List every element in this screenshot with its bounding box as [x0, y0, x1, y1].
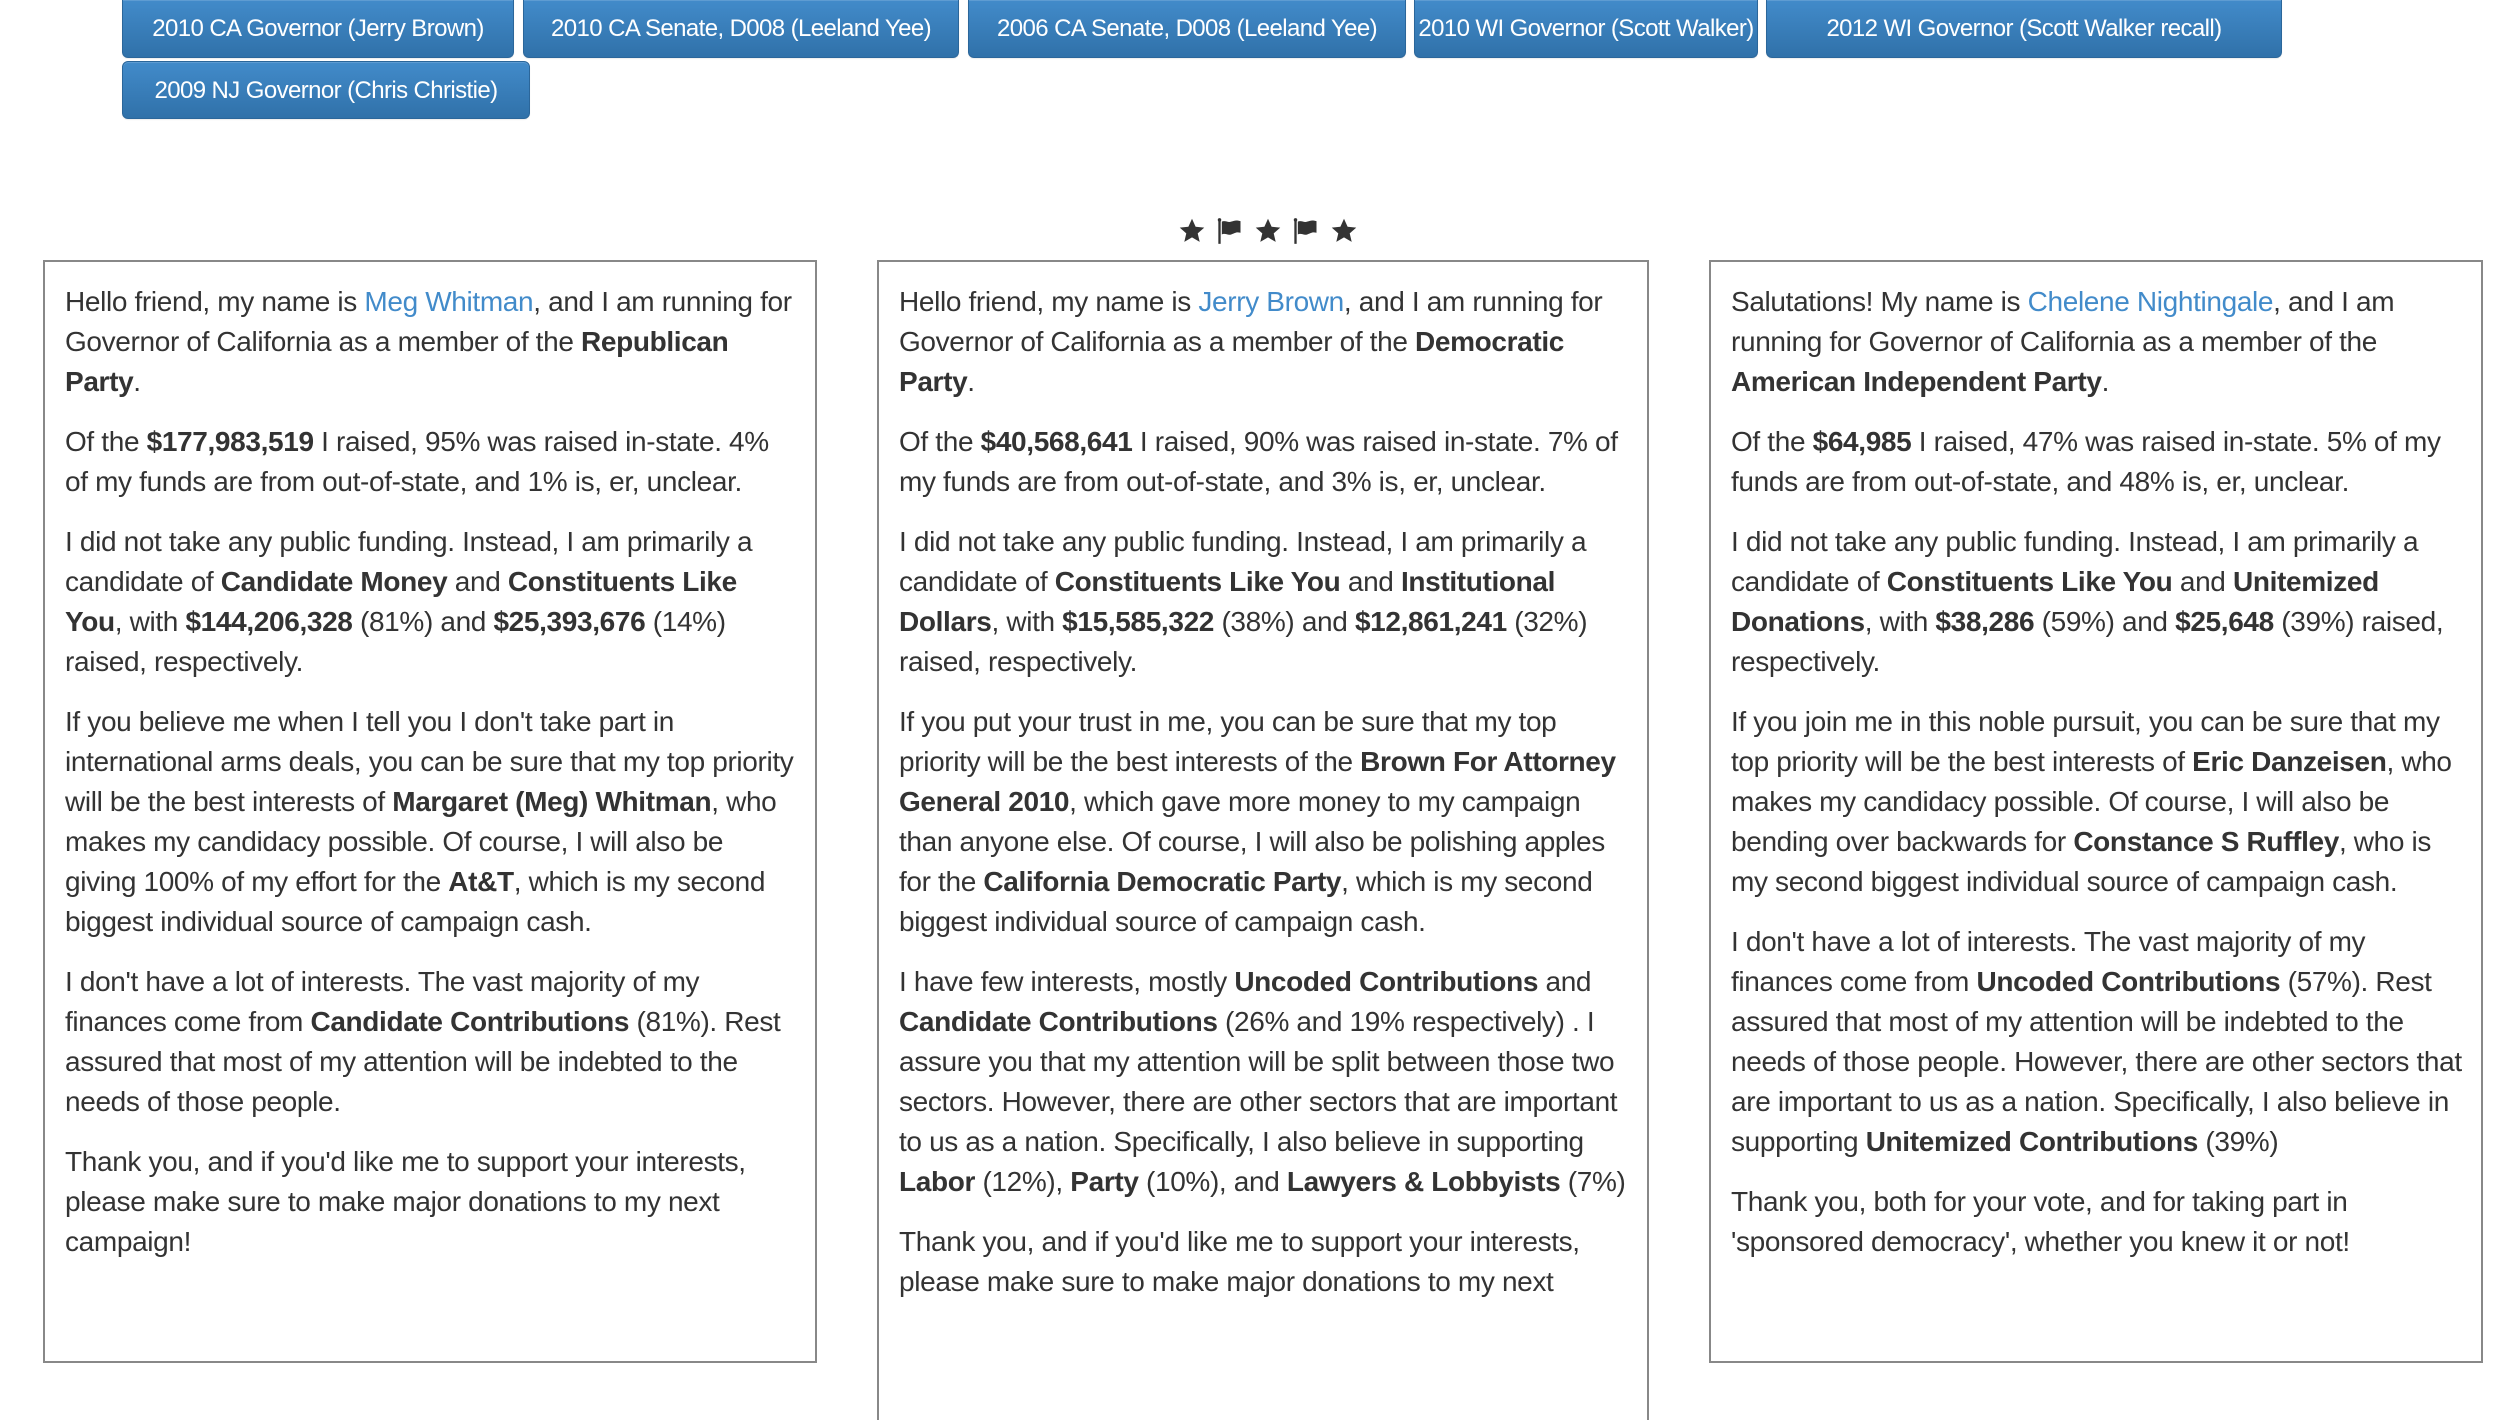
intro-text: , and I am running for Governor of California as a member of the — [1731, 286, 2395, 357]
candidate-name-link[interactable]: Chelene Nightingale — [2027, 286, 2274, 317]
flag-icon — [1292, 217, 1320, 245]
pct-1: (59%) and — [2034, 606, 2176, 637]
sector-1: Uncoded Contributions — [1976, 966, 2281, 997]
sector-1: Uncoded Contributions — [1234, 966, 1539, 997]
sector-pre: I don't have a lot of interests. The vast majority of my finances come from — [65, 966, 700, 1037]
intro-end: . — [2101, 366, 2109, 397]
intro-text: , and I am running for Governor of California as a member of the — [65, 286, 792, 357]
sector-3-pct: (12%), — [975, 1166, 1071, 1197]
sector-mid: (26% and 19% respectively) . I assure you that my attention will be split between those two sectors. However, there are other sectors that are important to us as a nation. Specifically, I also believe in supporting — [899, 1006, 1618, 1157]
and-text: and — [447, 566, 508, 597]
candidate-name-link[interactable]: Jerry Brown — [1198, 286, 1344, 317]
race-button-2010-wi-governor[interactable]: 2010 WI Governor (Scott Walker) — [1414, 0, 1758, 58]
and-text: and — [2172, 566, 2233, 597]
sector-2: Unitemized Contributions — [1865, 1126, 2198, 1157]
race-button-2010-ca-senate[interactable]: 2010 CA Senate, D008 (Leeland Yee) — [523, 0, 959, 58]
donors-paragraph — [899, 702, 1629, 942]
party-name: Republican Party — [65, 326, 729, 397]
with-text: , with — [114, 606, 186, 637]
race-button-2006-ca-senate[interactable]: 2006 CA Senate, D008 (Leeland Yee) — [968, 0, 1406, 58]
sources-paragraph — [65, 522, 797, 682]
public-pre: I did not take any public funding. Instead, I am primarily a candidate of — [65, 526, 753, 597]
sector-2: Candidate Contributions — [899, 1006, 1218, 1037]
second-donor: California Democratic Party — [983, 866, 1342, 897]
public-pre: I did not take any public funding. Instead, I am primarily a candidate of — [899, 526, 1587, 597]
sector-pre: I don't have a lot of interests. The vast majority of my finances come from — [1731, 926, 2366, 997]
candidate-panel-jerry-brown — [877, 260, 1649, 1420]
donor-mid: , who makes my candidacy possible. Of course, I will also be giving 100% of my effort for the — [65, 786, 777, 897]
closing-paragraph: Thank you, and if you'd like me to support your interests, please make sure to make major donations to my next — [899, 1226, 1580, 1297]
sector-pre: I have few interests, mostly — [899, 966, 1235, 997]
donor-pre: If you believe me when I tell you I don't take part in international arms deals, you can be sure that my top priority will be the best interests of — [65, 706, 794, 817]
funds-breakdown: I raised, 90% was raised in-state. 7% of my funds are from out-of-state, and 3% is, er, unclear. — [899, 426, 1618, 497]
source-1: Constituents Like You — [1054, 566, 1341, 597]
amount-2: $25,393,676 — [493, 606, 646, 637]
and-text: and — [1538, 966, 1592, 997]
sector-5: Lawyers & Lobbyists — [1286, 1166, 1561, 1197]
funds-pre: Of the — [65, 426, 147, 457]
donor-mid: , which gave more money to my campaign than anyone else. Of course, I will also be polishing apples for the — [899, 786, 1605, 897]
closing-paragraph: Thank you, both for your vote, and for taking part in 'sponsored democracy', whether you knew it or not! — [1731, 1186, 2350, 1257]
funds-breakdown: I raised, 47% was raised in-state. 5% of my funds are from out-of-state, and 48% is, er, unclear. — [1731, 426, 2441, 497]
donors-paragraph — [65, 702, 797, 942]
sectors-paragraph — [65, 962, 797, 1122]
sector-end: (81%). Rest assured that most of my attention will be indebted to the needs of those people. — [65, 1006, 781, 1117]
top-donor: Eric Danzeisen — [2192, 746, 2387, 777]
greeting-text: Hello friend, my name is — [65, 286, 365, 317]
intro-text: , and I am running for Governor of California as a member of the — [899, 286, 1603, 357]
sources-paragraph — [899, 522, 1629, 682]
public-pre: I did not take any public funding. Instead, I am primarily a candidate of — [1731, 526, 2419, 597]
donors-paragraph — [1731, 702, 2463, 902]
race-button-2009-nj-governor[interactable]: 2009 NJ Governor (Chris Christie) — [122, 61, 530, 119]
race-button-2010-ca-governor[interactable]: 2010 CA Governor (Jerry Brown) — [122, 0, 514, 58]
donor-mid: , who makes my candidacy possible. Of course, I will also be bending over backwards for — [1731, 746, 2452, 857]
pct-1: (81%) and — [352, 606, 494, 637]
donor-end: , which is my second biggest individual source of campaign cash. — [65, 866, 766, 937]
funds-paragraph — [1731, 422, 2463, 502]
greeting-text: Salutations! My name is — [1731, 286, 2028, 317]
party-name: American Independent Party — [1731, 366, 2102, 397]
pct-2: (32%) raised, respectively. — [899, 606, 1588, 677]
intro-paragraph — [1731, 282, 2463, 402]
sector-end: (39%) — [2197, 1126, 2279, 1157]
donor-end: , which is my second biggest individual source of campaign cash. — [899, 866, 1593, 937]
star-icon — [1178, 217, 1206, 245]
sector-4: Party — [1070, 1166, 1139, 1197]
sector-4-pct: (10%), and — [1138, 1166, 1287, 1197]
intro-paragraph — [899, 282, 1629, 402]
intro-paragraph — [65, 282, 797, 402]
pct-2: (39%) raised, respectively. — [1731, 606, 2444, 677]
funds-paragraph — [899, 422, 1629, 502]
with-text: , with — [1864, 606, 1936, 637]
pct-2: (14%) raised, respectively. — [65, 606, 726, 677]
race-button-2012-wi-governor-recall[interactable]: 2012 WI Governor (Scott Walker recall) — [1766, 0, 2282, 58]
candidate-panel-meg-whitman — [43, 260, 817, 1363]
sectors-paragraph — [1731, 922, 2463, 1162]
star-icon — [1330, 217, 1358, 245]
amount-2: $12,861,241 — [1354, 606, 1507, 637]
sector-mid: (57%). Rest assured that most of my attention will be indebted to the needs of those people. However, there are other sectors that are important to us as a nation. Specifically, I also believe in supporting — [1731, 966, 2462, 1157]
funds-paragraph — [65, 422, 797, 502]
source-2: Constituents Like You — [65, 566, 737, 637]
source-2: Unitemized Donations — [1731, 566, 2379, 637]
funds-breakdown: I raised, 95% was raised in-state. 4% of my funds are from out-of-state, and 1% is, er, unclear. — [65, 426, 769, 497]
intro-end: . — [133, 366, 141, 397]
candidate-name-link[interactable]: Meg Whitman — [364, 286, 534, 317]
source-1: Constituents Like You — [1886, 566, 2173, 597]
and-text: and — [1340, 566, 1401, 597]
amount-1: $144,206,328 — [185, 606, 353, 637]
funds-pre: Of the — [1731, 426, 1813, 457]
donor-pre: If you put your trust in me, you can be sure that my top priority will be the best interests of the — [899, 706, 1557, 777]
second-donor: Constance S Ruffley — [2073, 826, 2339, 857]
with-text: , with — [991, 606, 1063, 637]
intro-end: . — [967, 366, 975, 397]
total-raised: $64,985 — [1812, 426, 1912, 457]
star-flag-ornament — [1178, 215, 1358, 247]
sources-paragraph — [1731, 522, 2463, 682]
amount-1: $38,286 — [1935, 606, 2035, 637]
second-donor: At&T — [448, 866, 514, 897]
donor-end: , who is my second biggest individual source of campaign cash. — [1731, 826, 2432, 897]
party-name: Democratic Party — [899, 326, 1565, 397]
candidate-panel-chelene-nightingale — [1709, 260, 2483, 1363]
source-2: Institutional Dollars — [899, 566, 1556, 637]
greeting-text: Hello friend, my name is — [899, 286, 1199, 317]
funds-pre: Of the — [899, 426, 981, 457]
sector-5-pct: (7%) — [1560, 1166, 1626, 1197]
sector-1: Candidate Contributions — [310, 1006, 630, 1037]
closing-paragraph: Thank you, and if you'd like me to support your interests, please make sure to make major donations to my next campaign! — [65, 1146, 746, 1257]
top-donor: Margaret (Meg) Whitman — [392, 786, 712, 817]
total-raised: $177,983,519 — [146, 426, 314, 457]
top-donor: Brown For Attorney General 2010 — [899, 746, 1616, 817]
amount-1: $15,585,322 — [1062, 606, 1215, 637]
pct-1: (38%) and — [1214, 606, 1355, 637]
total-raised: $40,568,641 — [980, 426, 1133, 457]
sector-3: Labor — [899, 1166, 976, 1197]
amount-2: $25,648 — [2175, 606, 2274, 637]
sectors-paragraph — [899, 962, 1629, 1202]
star-icon — [1254, 217, 1282, 245]
source-1: Candidate Money — [220, 566, 448, 597]
flag-icon — [1216, 217, 1244, 245]
donor-pre: If you join me in this noble pursuit, you can be sure that my top priority will be the best interests of — [1731, 706, 2440, 777]
